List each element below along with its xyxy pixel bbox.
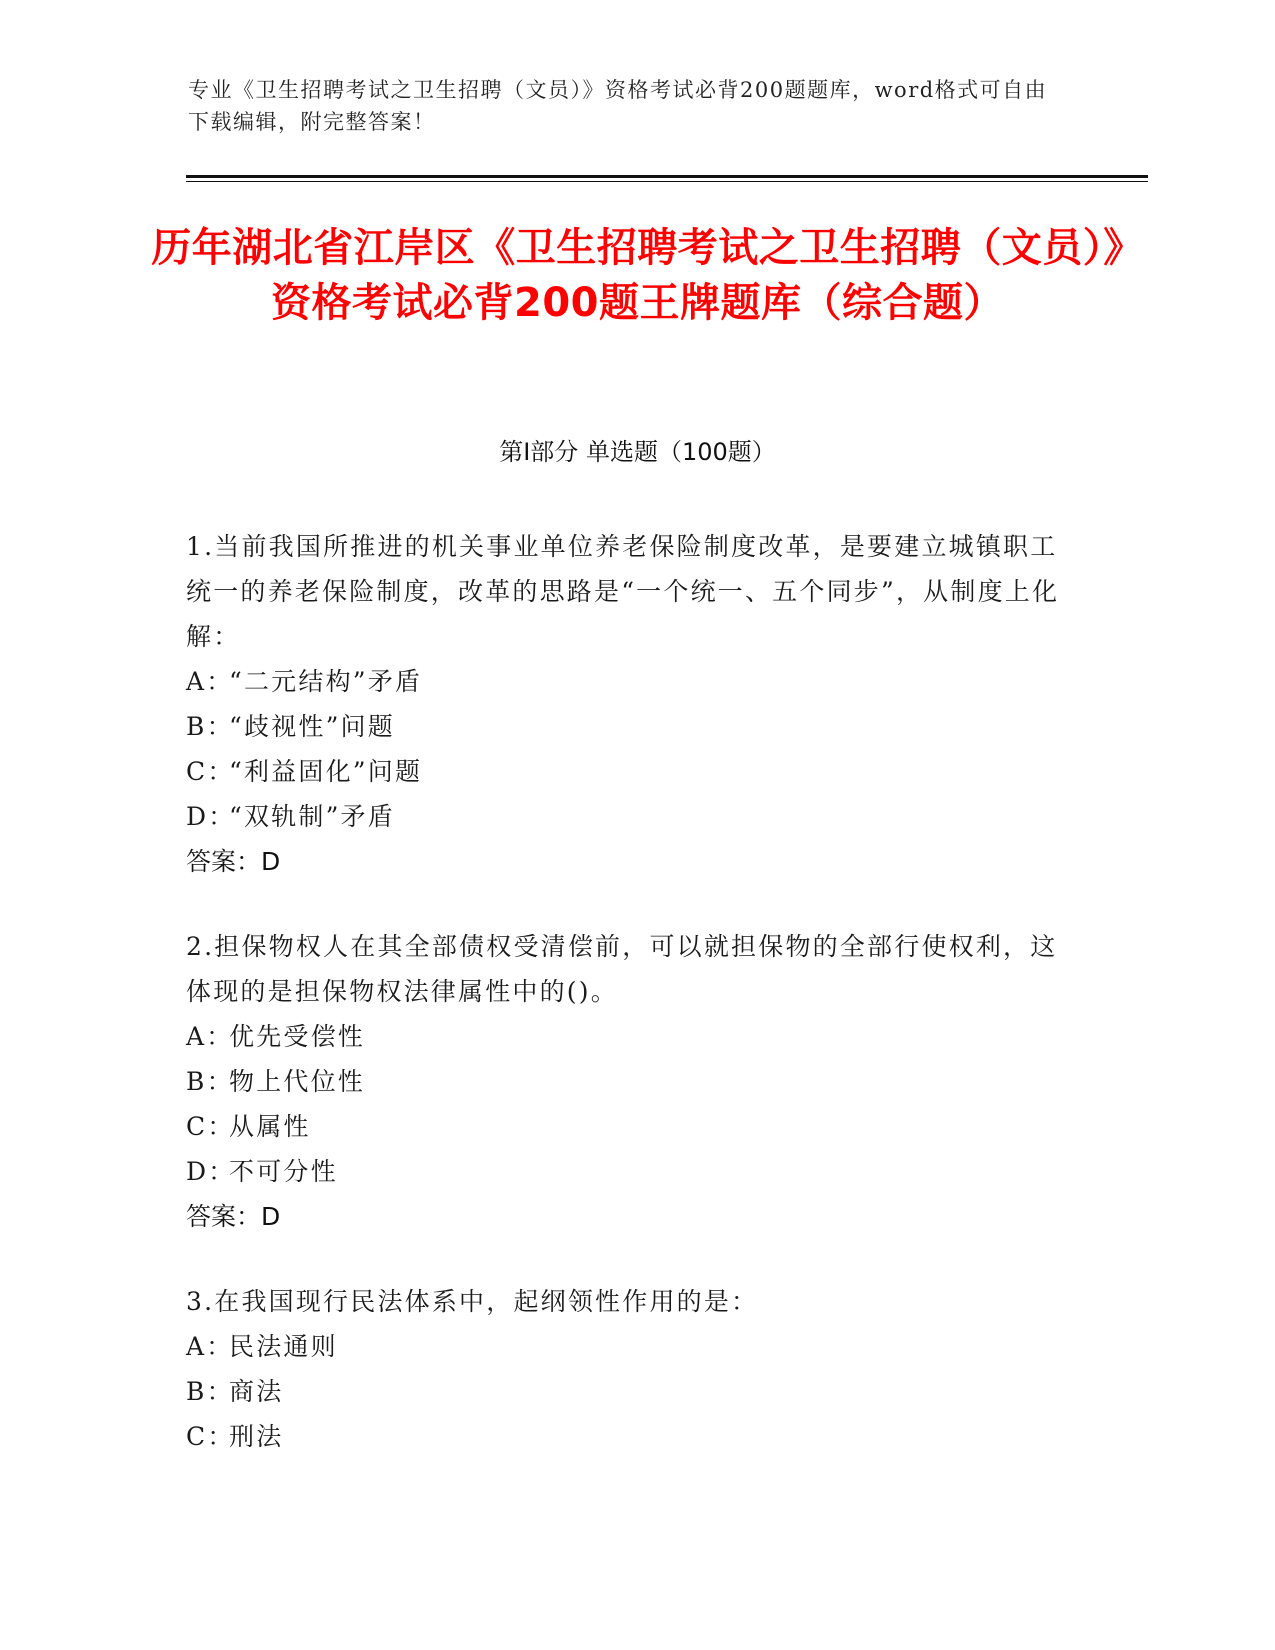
header-note: 专业《卫生招聘考试之卫生招聘（文员）》资格考试必背200题题库，word格式可自由下载编辑，附完整答案！ [188,78,1048,134]
option-d [186,794,1066,839]
option-text: 不可分性 [229,1157,338,1186]
option-a [186,1324,1066,1369]
question-stem: 1.当前我国所推进的机关事业单位养老保险制度改革，是要建立城镇职工统一的养老保险制度，改革的思路是“一个统一、五个同步”，从制度上化解： [186,532,1060,651]
option-key: D： [186,802,236,831]
option-b [186,1369,1066,1414]
section-heading: 第I部分 单选题（100题） [499,438,776,466]
option-key: A： [186,667,234,696]
option-text: “双轨制”矛盾 [229,802,395,831]
question-1 [186,524,1066,884]
option-key: C： [186,1422,235,1451]
option-key: B： [186,712,234,741]
option-text: “利益固化”问题 [229,757,423,786]
option-text: 物上代位性 [229,1067,366,1096]
question-2 [186,924,1066,1239]
option-key: B： [186,1067,234,1096]
question-stem: 3.在我国现行民法体系中，起纲领性作用的是： [186,1287,759,1316]
option-text: 优先受偿性 [229,1022,366,1051]
option-a [186,659,1066,704]
option-key: C： [186,757,235,786]
option-c [186,749,1066,794]
option-text: 从属性 [229,1112,311,1141]
option-key: D： [186,1157,236,1186]
option-text: “二元结构”矛盾 [229,667,423,696]
option-b [186,704,1066,749]
option-text: 商法 [229,1377,284,1406]
question-stem: 2.担保物权人在其全部债权受清偿前，可以就担保物的全部行使权利，这体现的是担保物权法律属性中的()。 [186,932,1058,1006]
option-key: A： [186,1022,234,1051]
option-key: A： [186,1332,234,1361]
option-key: B： [186,1377,234,1406]
header-divider-thick [186,175,1148,178]
option-c [186,1104,1066,1149]
question-list [186,524,1066,1499]
option-text: 刑法 [229,1422,284,1451]
option-text: “歧视性”问题 [229,712,395,741]
header-divider-thin [186,181,1148,182]
option-d [186,1149,1066,1194]
option-a [186,1014,1066,1059]
question-3 [186,1279,1066,1459]
option-key: C： [186,1112,235,1141]
answer-line: 答案：D [186,1202,281,1231]
document-title: 历年湖北省江岸区《卫生招聘考试之卫生招聘（文员）》资格考试必背200题王牌题库（综合题） [151,225,1124,326]
option-c [186,1414,1066,1459]
option-text: 民法通则 [229,1332,338,1361]
answer-line: 答案：D [186,847,281,876]
option-b [186,1059,1066,1104]
